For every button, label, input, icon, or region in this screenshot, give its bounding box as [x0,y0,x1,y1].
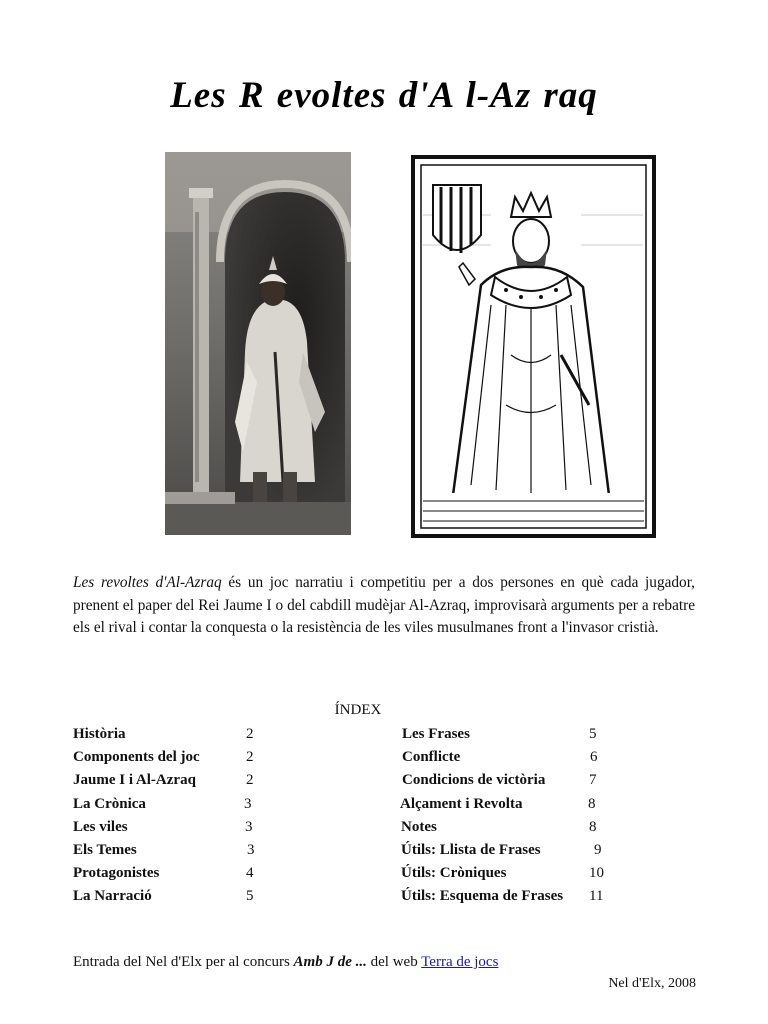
index-entry-label: Jaume I i Al-Azraq [73,772,196,789]
intro-paragraph [73,572,695,640]
index-entry-label: Útils: Llista de Frases [401,841,541,858]
index-entry-page: 11 [589,888,604,905]
intro-game-title: Les revoltes d'Al-Azraq [73,574,222,591]
footer-middle: del web [366,954,422,970]
index-entry-page: 2 [246,749,254,766]
index-entry-page: 8 [589,818,597,835]
index-entry-label: Les Frases [402,726,470,742]
index-left-column [73,723,293,909]
index-entry [73,839,293,862]
footer-prefix: Entrada del Nel d'Elx per al concurs [73,954,294,970]
index-entry [73,769,293,792]
moorish-warrior-illustration [165,152,351,535]
index-right-column [400,723,630,909]
king-woodcut-illustration [411,155,656,538]
index-entry-page: 9 [594,841,602,858]
index-entry [400,862,630,885]
signature: Nel d'Elx, 2008 [608,976,696,991]
index-entry-page: 5 [246,888,254,905]
intro-text: és un joc narratiu i competitiu per a dos persones en què cada jugador, prenent el paper del Rei Jaume I o del cabdill mudèjar Al-Azraq, improvisarà arguments per a rebatre els el rival i contar la conquesta o la resistència de les viles musulmanes front a l'invasor cristià. [73,574,695,636]
terra-de-jocs-link[interactable]: Terra de jocs [421,954,499,970]
index-entry [400,746,630,769]
index-entry-page: 2 [246,772,254,789]
index-entry-label: Les viles [73,818,128,835]
index-entry-page: 7 [589,772,597,789]
index-entry [73,793,293,816]
index-entry-page: 2 [246,726,254,742]
index-entry-label: Útils: Cròniques [401,865,507,882]
index-entry [400,816,630,839]
index-entry [73,885,293,908]
index-entry [400,769,630,792]
document-title: Les R evoltes d'A l-Az raq [170,75,598,116]
footer-credit [73,954,498,971]
index-entry-page: 3 [245,818,253,835]
index-entry-page: 6 [590,749,598,766]
index-entry [73,723,293,746]
index-entry-label: Protagonistes [73,865,160,882]
index-entry [73,746,293,769]
index-heading: ÍNDEX [334,702,382,718]
index-entry-label: Alçament i Revolta [400,795,523,812]
index-entry-page: 3 [247,841,255,858]
index-entry-page: 3 [244,795,252,812]
index-entry-label: Els Temes [73,841,137,858]
index-entry-label: Útils: Esquema de Frases [401,888,564,905]
index-entry-page: 4 [246,865,254,882]
index-entry-page: 10 [589,865,604,882]
index-entry-label: Història [73,726,126,742]
contest-name: Amb J de ... [293,954,367,970]
index-entry-label: Components del joc [73,749,200,766]
index-entry-label: Condicions de victòria [402,772,546,789]
index-entry-label: Conflicte [402,749,461,766]
index-entry-label: Notes [401,818,437,835]
index-entry [400,793,630,816]
index-entry [400,839,630,862]
index-entry [73,816,293,839]
index-entry-page: 8 [588,795,596,812]
index-entry-label: La Narració [73,888,152,905]
index-entry-label: La Crònica [73,795,146,812]
index-entry [73,862,293,885]
index-entry [400,885,630,908]
index-entry-page: 5 [589,726,597,742]
index-entry [400,723,630,746]
